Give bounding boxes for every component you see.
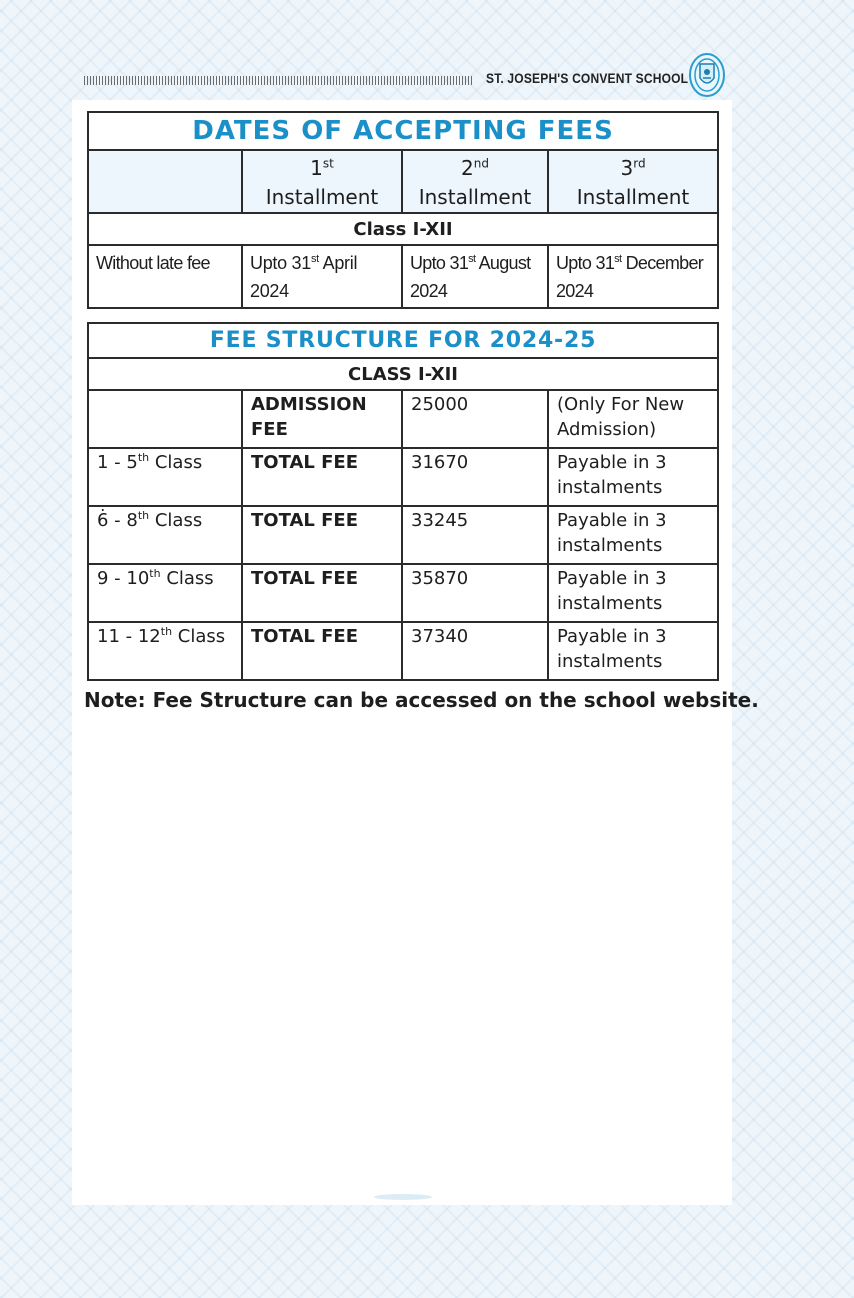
- without-late-fee-label: Without late fee: [88, 245, 242, 308]
- fee-label: TOTAL FEE: [242, 506, 402, 564]
- fee-label: TOTAL FEE: [242, 448, 402, 506]
- class-range: 1 - 5th Class: [88, 448, 242, 506]
- fee-amount: 37340: [402, 622, 548, 680]
- fee-row: [88, 564, 718, 622]
- empty-header-cell: [88, 150, 242, 213]
- admission-fee-note: (Only For New Admission): [548, 390, 718, 448]
- school-crest-icon: [688, 52, 726, 98]
- installment-2-date: Upto 31st August 2024: [402, 245, 548, 308]
- fee-note: Payable in 3 instalments: [548, 622, 718, 680]
- admission-empty-cell: [88, 390, 242, 448]
- class-range: 6̇ - 8th Class: [88, 506, 242, 564]
- fee-structure-table: [87, 322, 719, 681]
- fee-note: Payable in 3 instalments: [548, 448, 718, 506]
- fee-row: [88, 448, 718, 506]
- fee-note: Payable in 3 instalments: [548, 564, 718, 622]
- admission-fee-label: ADMISSION FEE: [242, 390, 402, 448]
- page-footer-mark: [374, 1194, 432, 1200]
- fee-amount: 35870: [402, 564, 548, 622]
- installment-1-date: Upto 31st April 2024: [242, 245, 402, 308]
- dates-of-accepting-fees-table: [87, 111, 719, 309]
- admission-fee-row: [88, 390, 718, 448]
- fee-structure-note: Note: Fee Structure can be accessed on the school website.: [84, 688, 759, 712]
- admission-fee-amount: 25000: [402, 390, 548, 448]
- installment-1-header: 1st Installment: [242, 150, 402, 213]
- fee-amount: 31670: [402, 448, 548, 506]
- class-range: 9 - 10th Class: [88, 564, 242, 622]
- class-range: 11 - 12th Class: [88, 622, 242, 680]
- dates-class-label: Class I-XII: [88, 213, 718, 245]
- fee-class-label: CLASS I-XII: [88, 358, 718, 390]
- fee-table-title: FEE STRUCTURE FOR 2024-25: [88, 323, 718, 358]
- fee-label: TOTAL FEE: [242, 564, 402, 622]
- installment-header-row: [88, 150, 718, 213]
- fee-row: [88, 506, 718, 564]
- header-divider-dots: [84, 76, 474, 85]
- fee-label: TOTAL FEE: [242, 622, 402, 680]
- fee-amount: 33245: [402, 506, 548, 564]
- dates-table-title: DATES OF ACCEPTING FEES: [88, 112, 718, 150]
- without-late-fee-row: [88, 245, 718, 308]
- installment-2-header: 2nd Installment: [402, 150, 548, 213]
- fee-note: Payable in 3 instalments: [548, 506, 718, 564]
- fee-row: [88, 622, 718, 680]
- school-name: ST. JOSEPH'S CONVENT SCHOOL: [486, 70, 689, 86]
- installment-3-header: 3rd Installment: [548, 150, 718, 213]
- installment-3-date: Upto 31st December 2024: [548, 245, 718, 308]
